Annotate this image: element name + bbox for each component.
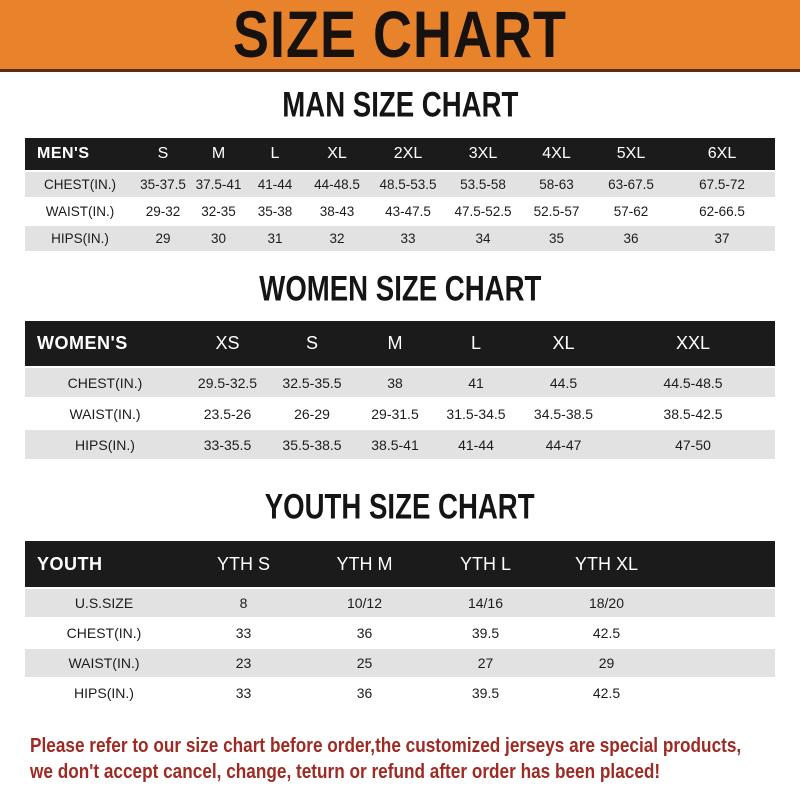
disclaimer-line-1: Please refer to our size chart before order,the customized jerseys are special products,: [30, 735, 742, 757]
men-size-col: 2XL: [370, 138, 446, 170]
cell: 47-50: [611, 430, 775, 459]
cell: 33: [183, 619, 304, 647]
women-section-title-text: WOMEN SIZE CHART: [258, 269, 542, 309]
cell: 35: [520, 226, 593, 251]
cell: 32: [304, 226, 370, 251]
spacer-cell: [667, 589, 775, 617]
cell: 41-44: [246, 172, 304, 197]
cell: 29.5-32.5: [185, 368, 270, 397]
youth-hips-row: [25, 679, 775, 707]
cell: 23.5-26: [185, 399, 270, 428]
cell: 52.5-57: [520, 199, 593, 224]
cell: 58-63: [520, 172, 593, 197]
cell: 18/20: [546, 589, 667, 617]
youth-section-title-text: YOUTH SIZE CHART: [265, 487, 535, 527]
cell: 62-66.5: [669, 199, 775, 224]
women-size-table: [25, 319, 775, 461]
cell: 32-35: [191, 199, 246, 224]
cell: 29-32: [135, 199, 191, 224]
cell: 38: [354, 368, 436, 397]
row-label: HIPS(IN.): [25, 679, 183, 707]
women-size-col: S: [270, 321, 354, 366]
spacer-cell: [667, 649, 775, 677]
cell: 8: [183, 589, 304, 617]
row-label: WAIST(IN.): [25, 399, 185, 428]
cell: 42.5: [546, 679, 667, 707]
youth-ussize-row: [25, 589, 775, 617]
cell: 44-47: [516, 430, 611, 459]
cell: 53.5-58: [446, 172, 520, 197]
women-size-col: L: [436, 321, 516, 366]
men-size-col: L: [246, 138, 304, 170]
women-size-col: XS: [185, 321, 270, 366]
cell: 63-67.5: [593, 172, 669, 197]
cell: 27: [425, 649, 546, 677]
men-size-col: 3XL: [446, 138, 520, 170]
cell: 31.5-34.5: [436, 399, 516, 428]
men-waist-row: [25, 199, 775, 224]
cell: 48.5-53.5: [370, 172, 446, 197]
cell: 30: [191, 226, 246, 251]
cell: 35-37.5: [135, 172, 191, 197]
page-title: SIZE CHART: [233, 0, 567, 72]
men-section-title-text: MAN SIZE CHART: [281, 85, 519, 125]
cell: 25: [304, 649, 425, 677]
youth-size-col: YTH M: [304, 541, 425, 587]
cell: 39.5: [425, 679, 546, 707]
spacer-cell: [667, 679, 775, 707]
women-table-label: WOMEN'S: [25, 321, 185, 366]
cell: 44.5: [516, 368, 611, 397]
youth-waist-row: [25, 649, 775, 677]
row-label: U.S.SIZE: [25, 589, 183, 617]
women-hips-row: [25, 430, 775, 459]
cell: 35-38: [246, 199, 304, 224]
row-label: CHEST(IN.): [25, 172, 135, 197]
men-section-title: [0, 85, 800, 125]
cell: 44-48.5: [304, 172, 370, 197]
cell: 39.5: [425, 619, 546, 647]
men-size-col: 6XL: [669, 138, 775, 170]
men-size-col: S: [135, 138, 191, 170]
youth-size-col: YTH XL: [546, 541, 667, 587]
cell: 42.5: [546, 619, 667, 647]
cell: 37: [669, 226, 775, 251]
women-size-col: M: [354, 321, 436, 366]
cell: 43-47.5: [370, 199, 446, 224]
cell: 38.5-42.5: [611, 399, 775, 428]
cell: 14/16: [425, 589, 546, 617]
spacer-cell: [667, 541, 775, 587]
cell: 38.5-41: [354, 430, 436, 459]
youth-table-label: YOUTH: [25, 541, 183, 587]
women-waist-row: [25, 399, 775, 428]
cell: 29: [135, 226, 191, 251]
cell: 23: [183, 649, 304, 677]
youth-chest-row: [25, 619, 775, 647]
youth-size-col: YTH S: [183, 541, 304, 587]
women-size-col: XXL: [611, 321, 775, 366]
disclaimer-line-2: we don't accept cancel, change, teturn or refund after order has been placed!: [30, 761, 661, 783]
cell: 41: [436, 368, 516, 397]
row-label: HIPS(IN.): [25, 430, 185, 459]
cell: 47.5-52.5: [446, 199, 520, 224]
women-header-row: [25, 321, 775, 366]
men-hips-row: [25, 226, 775, 251]
men-table-label: MEN'S: [25, 138, 135, 170]
cell: 57-62: [593, 199, 669, 224]
women-chest-row: [25, 368, 775, 397]
youth-header-row: [25, 541, 775, 587]
women-section-title: [0, 269, 800, 309]
men-size-col: M: [191, 138, 246, 170]
men-size-col: XL: [304, 138, 370, 170]
cell: 35.5-38.5: [270, 430, 354, 459]
cell: 34: [446, 226, 520, 251]
row-label: CHEST(IN.): [25, 619, 183, 647]
disclaimer: [30, 733, 800, 785]
men-size-col: 4XL: [520, 138, 593, 170]
cell: 33: [183, 679, 304, 707]
spacer-cell: [667, 619, 775, 647]
youth-section-title: [0, 487, 800, 527]
men-size-table: [25, 136, 775, 253]
row-label: CHEST(IN.): [25, 368, 185, 397]
cell: 26-29: [270, 399, 354, 428]
men-header-row: [25, 138, 775, 170]
cell: 33-35.5: [185, 430, 270, 459]
row-label: HIPS(IN.): [25, 226, 135, 251]
row-label: WAIST(IN.): [25, 199, 135, 224]
cell: 41-44: [436, 430, 516, 459]
cell: 38-43: [304, 199, 370, 224]
youth-size-col: YTH L: [425, 541, 546, 587]
youth-size-table: [25, 539, 775, 709]
men-chest-row: [25, 172, 775, 197]
cell: 36: [593, 226, 669, 251]
men-size-col: 5XL: [593, 138, 669, 170]
cell: 29-31.5: [354, 399, 436, 428]
cell: 31: [246, 226, 304, 251]
cell: 33: [370, 226, 446, 251]
row-label: WAIST(IN.): [25, 649, 183, 677]
cell: 36: [304, 679, 425, 707]
banner: [0, 0, 800, 72]
cell: 10/12: [304, 589, 425, 617]
cell: 32.5-35.5: [270, 368, 354, 397]
cell: 34.5-38.5: [516, 399, 611, 428]
cell: 44.5-48.5: [611, 368, 775, 397]
cell: 37.5-41: [191, 172, 246, 197]
cell: 29: [546, 649, 667, 677]
cell: 67.5-72: [669, 172, 775, 197]
cell: 36: [304, 619, 425, 647]
women-size-col: XL: [516, 321, 611, 366]
